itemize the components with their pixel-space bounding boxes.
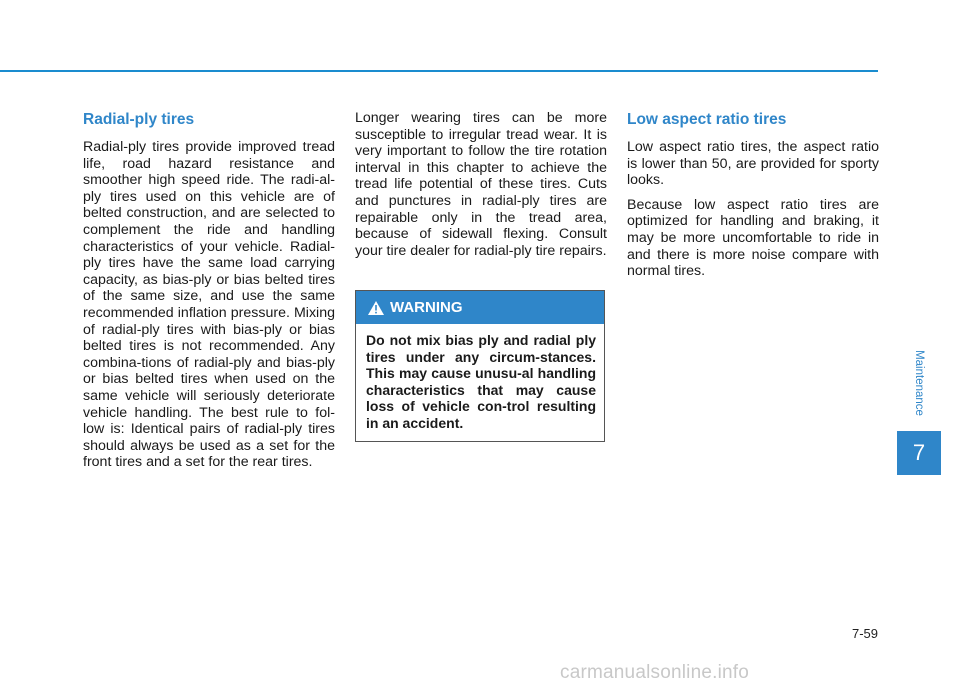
- heading-low-aspect: Low aspect ratio tires: [627, 111, 787, 128]
- paragraph-radial-ply: Radial-ply tires provide improved tread life, road hazard resistance and smoother high speed ride. The radi-al-ply tires used on this vehicle are of belted construction, and are selected to complement the ride and handling characteristics of your vehicle. Radial-ply tires have the same load carrying capacity, as bias-ply or bias belted tires of the same size, and use the same recommended inflation pressure. Mixing of radial-ply tires with bias-ply or bias belted tires is not recommended. Any combina-tions of radial-ply and bias-ply or bias belted tires when used on the same vehicle will seriously deteriorate vehicle handling. The best rule to fol-low is: Identical pairs of radial-ply tires should always be used as a set for the front tires and a set for the rear tires.: [83, 139, 335, 471]
- watermark: carmanualsonline.info: [560, 662, 750, 683]
- paragraph-tread-wear: Longer wearing tires can be more susceptible to irregular tread wear. It is very important to follow the tire rotation interval in this chapter to achieve the tread life potential of these tires. Cuts and punctures in radial-ply tires are repairable only in the tread area, because of sidewall flexing. Consult your tire dealer for radial-ply tire repairs.: [355, 110, 607, 259]
- side-tab-maintenance: [897, 337, 941, 428]
- warning-box: [355, 290, 605, 442]
- warning-header: [356, 291, 604, 324]
- column-tread-wear: [355, 110, 607, 267]
- heading-radial-ply: Radial-ply tires: [83, 111, 195, 128]
- paragraph-low-aspect-2: Because low aspect ratio tires are optimized for handling and braking, it may be more uncomfortable to ride in and there is more noise compare with normal tires.: [627, 196, 879, 280]
- page-number: 7-59: [851, 626, 878, 641]
- side-tab-label: Maintenance: [913, 349, 926, 416]
- warning-title: WARNING: [390, 299, 463, 316]
- header-rule: [0, 70, 878, 72]
- column-radial-ply: [83, 110, 335, 479]
- warning-text: Do not mix bias ply and radial ply tires under any circum-stances. This may cause unusu-al handling characteristics that may cause loss of vehicle con-trol resulting in an accident.: [366, 332, 596, 431]
- chapter-number-box: [897, 431, 941, 475]
- paragraph-low-aspect-1: Low aspect ratio tires, the aspect ratio is lower than 50, are provided for sporty looks.: [627, 139, 879, 189]
- warning-triangle-icon: [368, 301, 384, 315]
- chapter-number: 7: [912, 440, 926, 465]
- column-low-aspect: [627, 110, 879, 288]
